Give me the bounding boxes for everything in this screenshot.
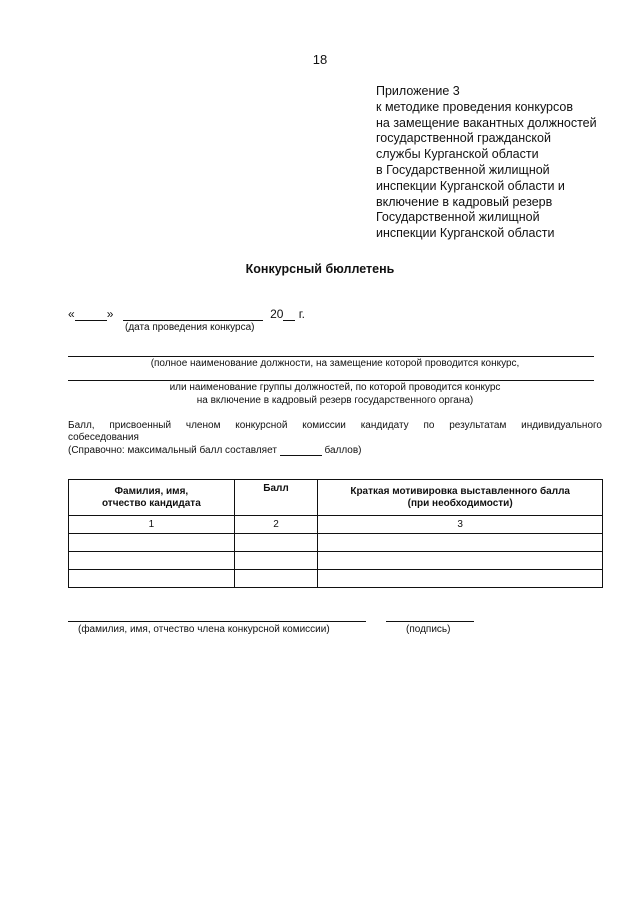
appendix-line: службы Курганской области bbox=[376, 147, 539, 162]
year-prefix: 20 bbox=[270, 307, 284, 321]
member-name-line[interactable] bbox=[68, 621, 366, 622]
appendix-line: инспекции Курганской области и bbox=[376, 178, 565, 193]
appendix-line: инспекции Курганской области bbox=[376, 226, 555, 241]
candidate-name-cell[interactable] bbox=[69, 570, 235, 588]
position-caption-1: (полное наименование должности, на замещение которой проводится конкурс, bbox=[150, 358, 520, 369]
day-blank[interactable] bbox=[75, 308, 107, 321]
date-field[interactable] bbox=[68, 307, 305, 321]
reference-prefix: (Справочно: максимальный балл составляет bbox=[68, 445, 277, 456]
table-number-row bbox=[69, 516, 603, 534]
header-score: Балл bbox=[234, 480, 318, 516]
appendix-line: Государственной жилищной bbox=[376, 210, 540, 225]
column-number: 3 bbox=[318, 516, 603, 534]
appendix-line: Приложение 3 bbox=[376, 84, 460, 98]
member-name-caption: (фамилия, имя, отчество члена конкурсной комиссии) bbox=[78, 624, 330, 635]
year-suffix: г. bbox=[295, 307, 306, 321]
position-caption-3: на включение в кадровый резерв государственного органа) bbox=[196, 395, 474, 406]
candidate-name-cell[interactable] bbox=[69, 534, 235, 552]
signature-caption: (подпись) bbox=[406, 624, 451, 635]
motivation-cell[interactable] bbox=[318, 534, 603, 552]
position-line-2[interactable] bbox=[68, 380, 594, 381]
appendix-header bbox=[376, 84, 626, 242]
score-description: Балл, присвоенный членом конкурсной комиссии кандидату по результатам индивидуального bbox=[68, 420, 602, 431]
motivation-cell[interactable] bbox=[318, 552, 603, 570]
document-title: Конкурсный бюллетень bbox=[245, 262, 395, 276]
date-caption: (дата проведения конкурса) bbox=[125, 322, 255, 333]
position-caption-2: или наименование группы должностей, по которой проводится конкурс bbox=[169, 382, 501, 393]
month-blank[interactable] bbox=[123, 308, 263, 321]
appendix-line: государственной гражданской bbox=[376, 131, 551, 146]
column-number: 1 bbox=[69, 516, 235, 534]
header-candidate-name: Фамилия, имя, отчество кандидата bbox=[69, 480, 235, 516]
close-quote: » bbox=[106, 307, 114, 321]
table-row bbox=[69, 570, 603, 588]
table-row bbox=[69, 552, 603, 570]
appendix-line: в Государственной жилищной bbox=[376, 162, 550, 177]
score-description-cont: собеседования bbox=[68, 432, 139, 443]
reference-suffix: баллов) bbox=[324, 445, 362, 456]
page-number: 18 bbox=[312, 52, 328, 67]
column-number: 2 bbox=[234, 516, 318, 534]
candidate-name-cell[interactable] bbox=[69, 552, 235, 570]
motivation-cell[interactable] bbox=[318, 570, 603, 588]
header-motivation: Краткая мотивировка выставленного балла (при необходимости) bbox=[318, 480, 603, 516]
table-row bbox=[69, 534, 603, 552]
table-header-row bbox=[69, 480, 603, 516]
appendix-line: на замещение вакантных должностей bbox=[376, 115, 597, 130]
max-score-blank[interactable] bbox=[280, 446, 322, 456]
appendix-line: включение в кадровый резерв bbox=[376, 194, 553, 209]
position-line-1[interactable] bbox=[68, 356, 594, 357]
open-quote: « bbox=[68, 307, 75, 321]
score-cell[interactable] bbox=[234, 552, 318, 570]
score-cell[interactable] bbox=[234, 534, 318, 552]
signature-line[interactable] bbox=[386, 621, 474, 622]
score-cell[interactable] bbox=[234, 570, 318, 588]
max-score-reference bbox=[68, 445, 362, 456]
appendix-line: к методике проведения конкурсов bbox=[376, 99, 573, 114]
year-blank[interactable] bbox=[283, 308, 295, 321]
ballot-table bbox=[68, 479, 603, 588]
